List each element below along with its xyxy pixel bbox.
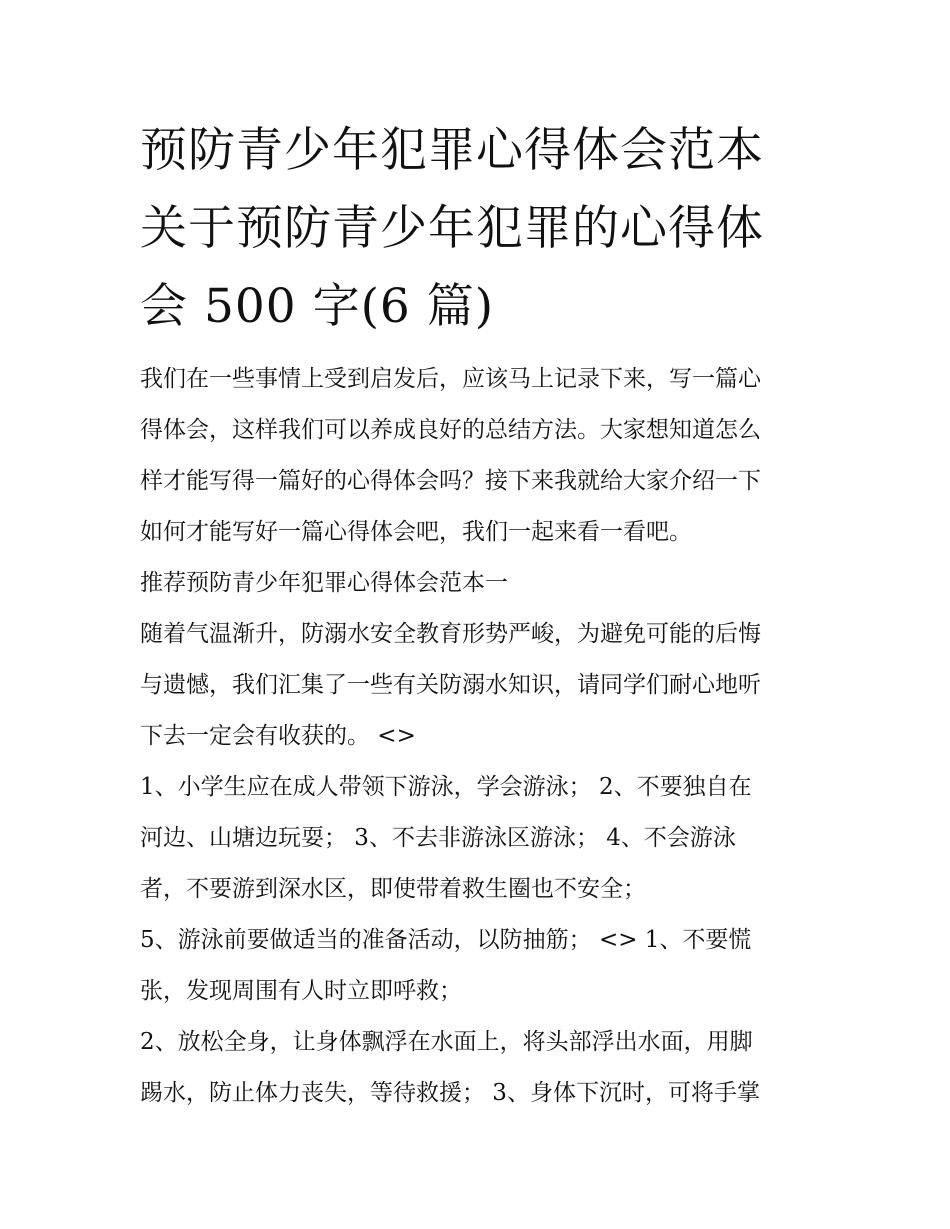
body-line: 与遗憾，我们汇集了一些有关防溺水知识，请同学们耐心地听 <box>140 672 761 698</box>
document-body <box>140 354 830 1119</box>
body-line: 2、放松全身，让身体飘浮在水面上，将头部浮出水面，用脚 <box>140 1029 753 1055</box>
title-line-1: 预防青少年犯罪心得体会范本 <box>140 123 764 178</box>
document-title <box>140 112 820 346</box>
body-line: 下去一定会有收获的。 <> <box>140 723 416 749</box>
body-line: 踢水，防止体力丧失，等待救援； 3、身体下沉时，可将手掌 <box>140 1080 760 1106</box>
body-line: 河边、山塘边玩耍； 3、不去非游泳区游泳； 4、不会游泳 <box>140 825 736 851</box>
title-line-2: 关于预防青少年犯罪的心得体 <box>140 201 764 256</box>
body-line: 样才能写得一篇好的心得体会吗？接下来我就给大家介绍一下 <box>140 468 761 494</box>
body-line: 5、游泳前要做适当的准备活动，以防抽筋； <> 1、不要慌 <box>140 927 752 953</box>
body-line: 随着气温渐升，防溺水安全教育形势严峻，为避免可能的后悔 <box>140 621 761 647</box>
section-heading: 推荐预防青少年犯罪心得体会范本一 <box>140 570 508 596</box>
body-line: 张，发现周围有人时立即呼救； <box>140 978 462 1004</box>
body-line: 得体会，这样我们可以养成良好的总结方法。大家想知道怎么 <box>140 417 761 443</box>
body-line: 如何才能写好一篇心得体会吧，我们一起来看一看吧。 <box>140 519 692 545</box>
body-line: 我们在一些事情上受到启发后，应该马上记录下来，写一篇心 <box>140 366 761 392</box>
body-line: 者，不要游到深水区，即使带着救生圈也不安全； <box>140 876 646 902</box>
title-line-3: 会 500 字(6 篇) <box>140 279 495 334</box>
body-line: 1、小学生应在成人带领下游泳，学会游泳； 2、不要独自在 <box>140 774 752 800</box>
